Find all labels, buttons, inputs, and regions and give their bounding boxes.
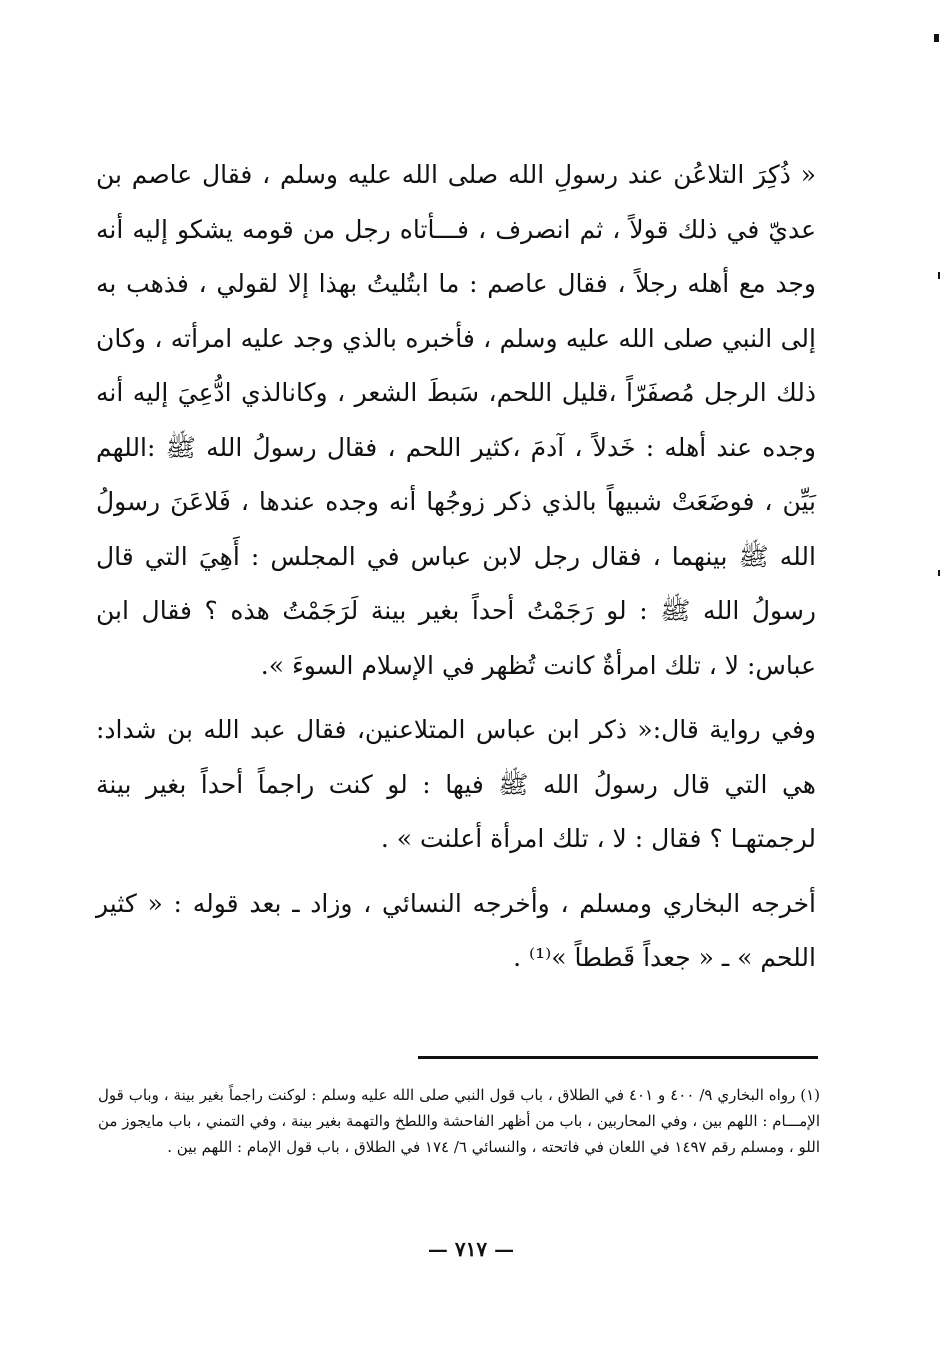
page-number: — ٧١٧ — <box>427 1237 515 1261</box>
scan-edge-mark <box>934 34 939 42</box>
main-text-block <box>96 148 816 986</box>
scan-edge-mark <box>938 272 940 279</box>
scan-edge-mark <box>938 570 940 576</box>
takhrij-paragraph: أخرجه البخاري ومسلم ، وأخرجه النسائي ، وزاد ـ بعد قوله : « كثير اللحم » ـ « جعداً قَططاً »⁽¹⁾ . <box>96 888 816 972</box>
footnote: (١) رواه البخاري ٩/ ٤٠٠ و ٤٠١ في الطلاق ، باب قول النبي صلى الله عليه وسلم : لوكنت راجماً بغير بينة ، وباب قول الإمـــام : اللهم بين ، وفي المحاربين ، باب من أظهر الفاحشة واللطخ والتهمة بغير بينة ، وفي التمني ، باب مايجوز من اللو ، ومسلم رقم ١٤٩٧ في اللعان في فاتحته ، والنسائي ٦/ ١٧٤ في الطلاق ، باب قول الإمام : اللهم بين . <box>98 1086 821 1156</box>
narration-paragraph: وفي رواية قال:« ذكر ابن عباس المتلاعنين، فقال عبد الله بن شداد: هي التي قال رسولُ الله ﷺ فيها : لو كنت راجماً أحداً بغير بينة لرجمتهـا ؟ فقال : لا ، تلك امرأة أعلنت » . <box>96 715 816 853</box>
footnote-divider <box>418 1056 818 1059</box>
hadith-paragraph: « ذُكِرَ التلاعُن عند رسولِ الله صلى الله عليه وسلم ، فقال عاصم بن عديّ في ذلك قولاً ، ثم انصرف ، فـــأتاه رجل من قومه يشكو إليه أنه وجد مع أهله رجلاً ، فقال عاصم : ما ابتُليتُ بهذا إلا لقولي ، فذهب به إلى النبي صلى الله عليه وسلم ، فأخبره بالذي وجد عليه امرأته ، وكان ذلك الرجل مُصفَرّاً ،قليل اللحم، سَبطَ الشعر ، وكانالذي ادُّعِيَ إليه أنه وجده عند أهله : خَدلاً ، آدمَ ،كثير اللحم ، فقال رسولُ الله ﷺ :اللهم بَيِّن ، فوضَعَتْ شبيهاً بالذي ذكر زوجُها أنه وجده عندها ، فَلاعَنَ رسولُ الله ﷺ بينهما ، فقال رجل لابن عباس في المجلس : أَهِيَ التي قال رسولُ الله ﷺ : لو رَجَمْتُ أحداً بغير بينة لَرَجَمْتُ هذه ؟ فقال ابن عباس: لا ، تلك امرأةٌ كانت تُظهر في الإسلام السوءَ ». <box>96 160 816 680</box>
